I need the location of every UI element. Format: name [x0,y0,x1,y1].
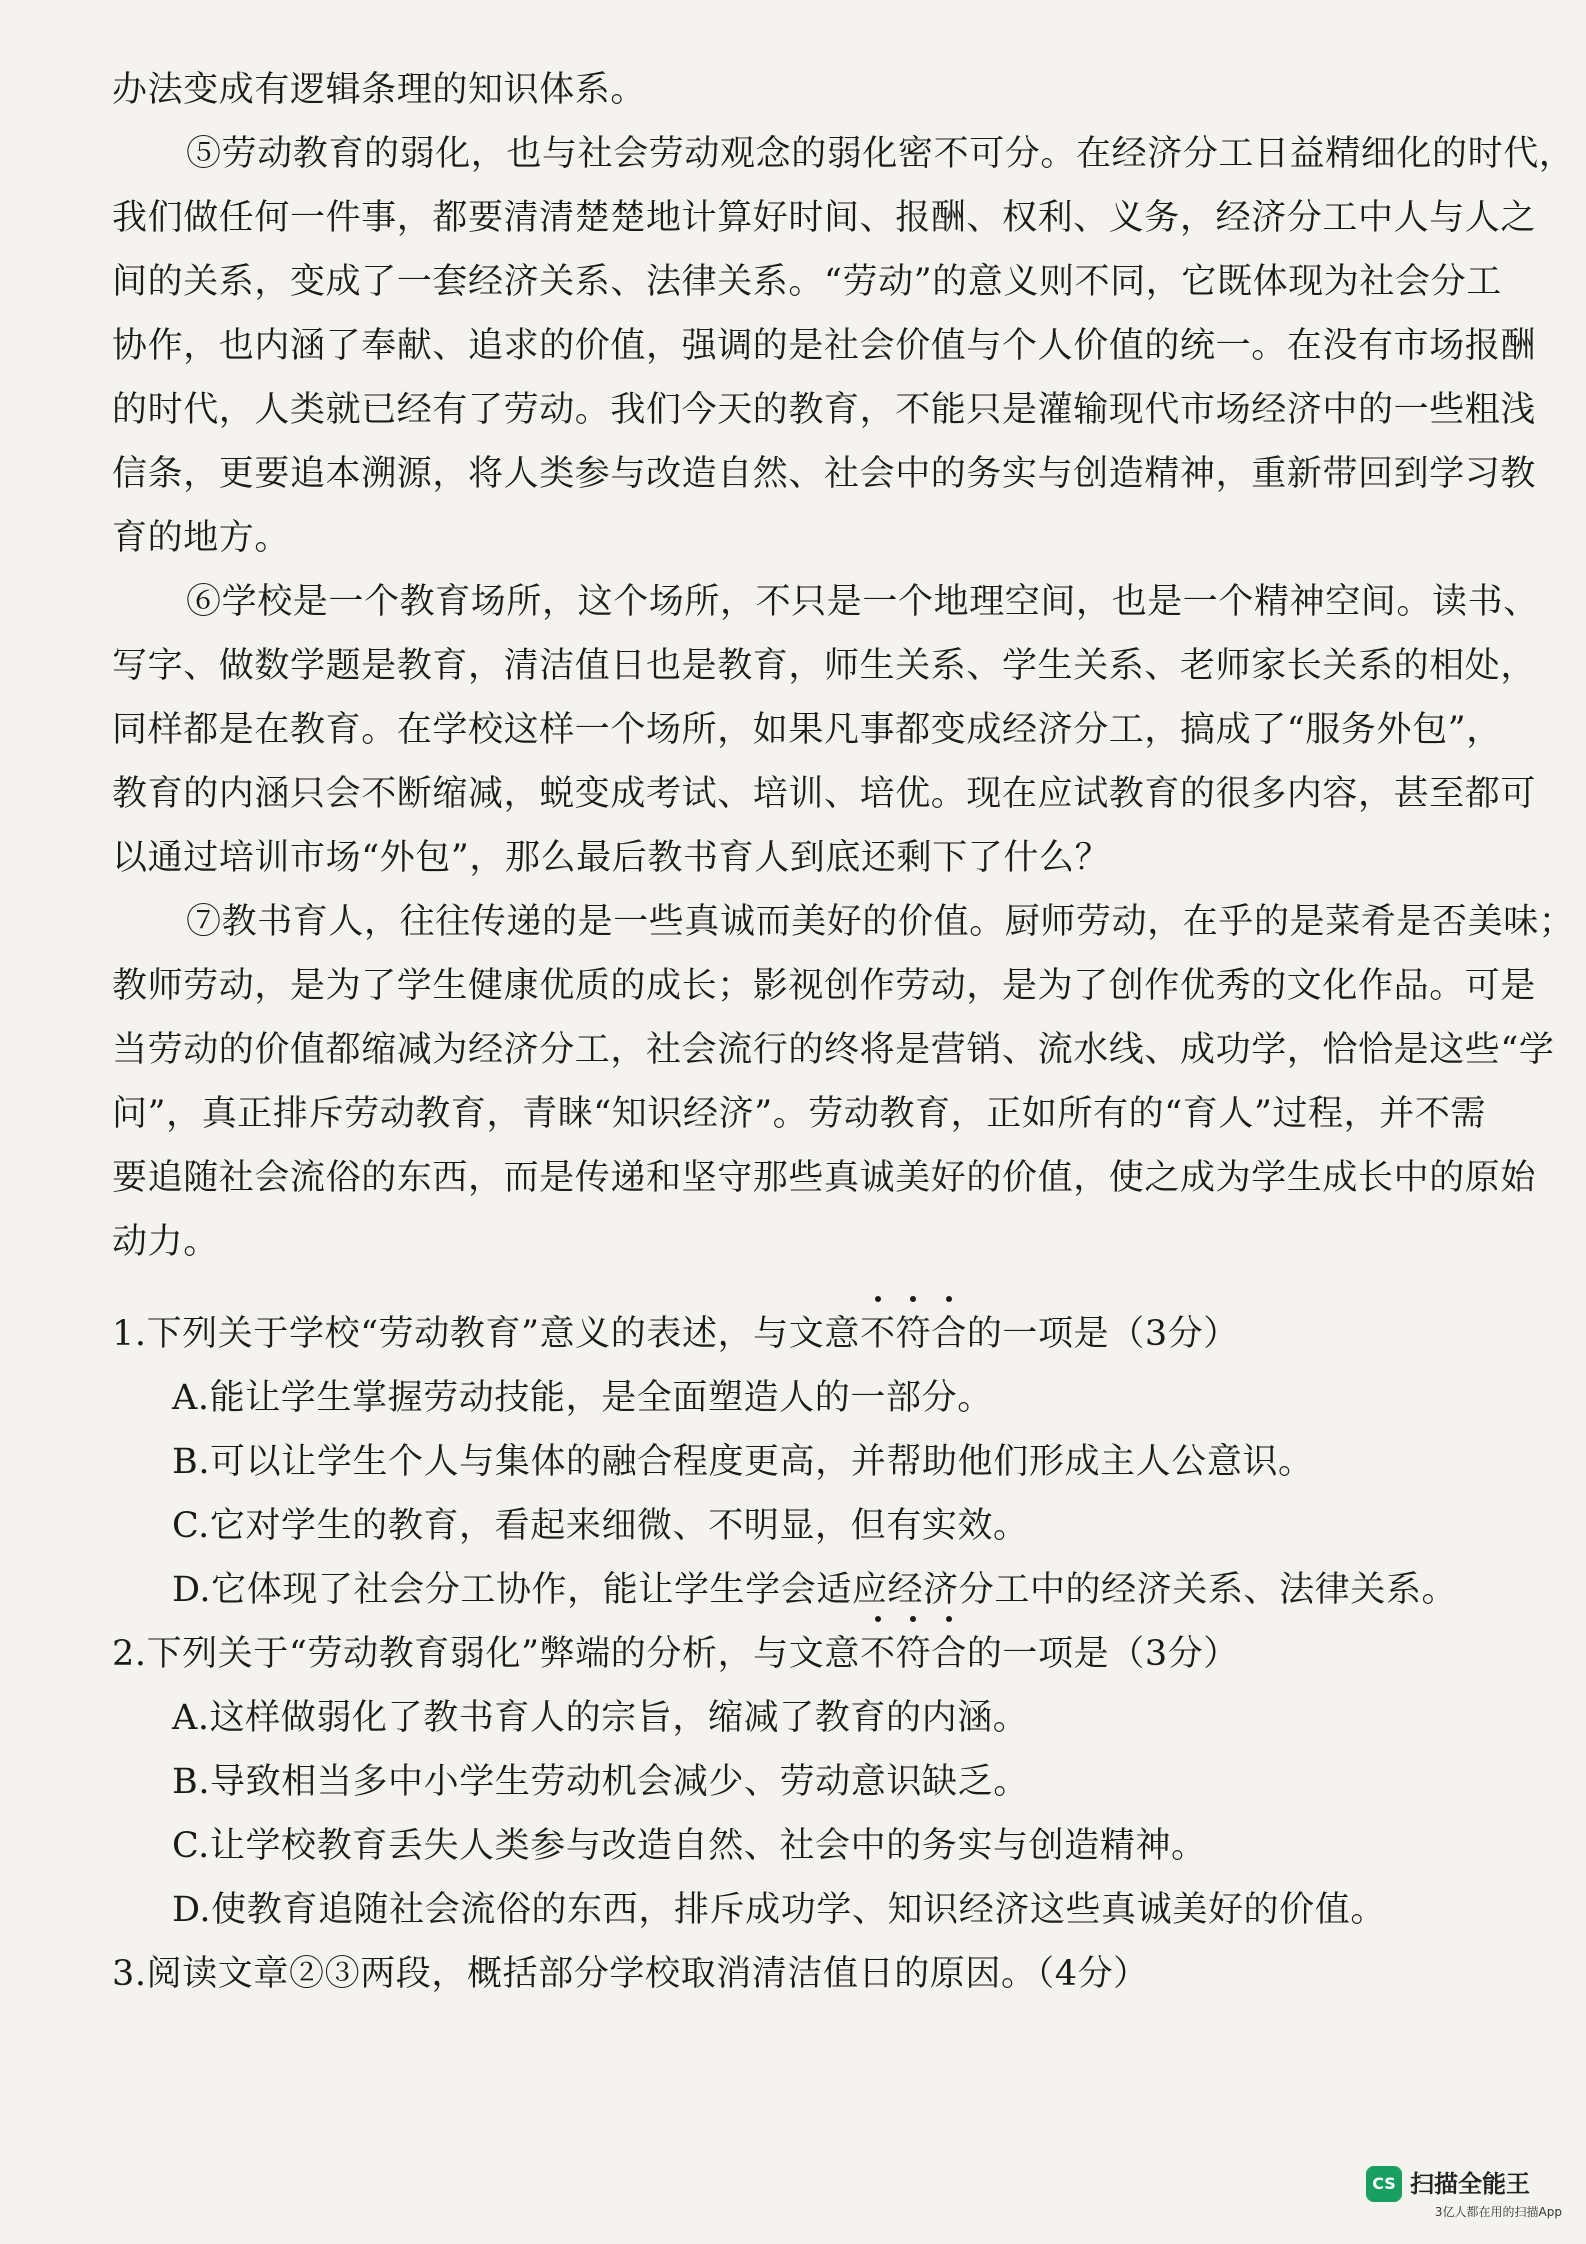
emphasized-text [860,1314,967,1354]
question-stem [112,1302,1552,1366]
emphasis-dot-char: 符 [896,1302,932,1366]
watermark-app-name: 扫描全能王 [1410,2170,1530,2198]
emphasis-dot-char: 符 [896,1622,932,1686]
question-stem [112,1622,1552,1686]
text-line: 教育的内涵只会不断缩减，蜕变成考试、培训、培优。现在应试教育的很多内容，甚至都可 [112,774,1537,814]
emphasized-text [860,1634,967,1674]
question-2 [112,1622,1552,1942]
question-1 [112,1302,1552,1622]
text-line: 育的地方。 [112,518,291,558]
stem-text: 1.下列关于学校“劳动教育”意义的表述，与文意 [112,1314,860,1354]
emphasis-dot-char: 不 [860,1302,896,1366]
text-line: 教师劳动，是为了学生健康优质的成长；影视创作劳动，是为了创作优秀的文化作品。可是 [112,966,1537,1006]
stem-text: 2.下列关于“劳动教育弱化”弊端的分析，与文意 [112,1634,860,1674]
text-line: 同样都是在教育。在学校这样一个场所，如果凡事都变成经济分工，搞成了“服务外包”， [112,710,1502,750]
text-line: 间的关系，变成了一套经济关系、法律关系。“劳动”的意义则不同，它既体现为社会分工 [112,262,1502,302]
text-line: 的时代，人类就已经有了劳动。我们今天的教育，不能只是灌输现代市场经济中的一些粗浅 [112,390,1537,430]
option-c: C.让学校教育丢失人类参与改造自然、社会中的务实与创造精神。 [172,1826,1207,1866]
text-line: 要追随社会流俗的东西，而是传递和坚守那些真诚美好的价值，使之成为学生成长中的原始 [112,1158,1537,1198]
text-line: 动力。 [112,1222,219,1262]
option-d: D.它体现了社会分工协作，能让学生学会适应经济分工中的经济关系、法律关系。 [172,1570,1458,1610]
emphasis-dot-char: 合 [931,1622,967,1686]
question-stem: 3.阅读文章②③两段，概括部分学校取消清洁值日的原因。（4分） [112,1954,1149,1994]
text-line: ⑥学校是一个教育场所，这个场所，不只是一个地理空间，也是一个精神空间。读书、 [186,582,1539,622]
text-line: 信条，更要追本溯源，将人类参与改造自然、社会中的务实与创造精神，重新带回到学习教 [112,454,1537,494]
option-a: A.这样做弱化了教书育人的宗旨，缩减了教育的内涵。 [172,1698,1029,1738]
scanner-watermark [1366,2166,1562,2222]
option-a: A.能让学生掌握劳动技能，是全面塑造人的一部分。 [172,1378,993,1418]
camscanner-logo-icon: CS [1366,2166,1402,2202]
stem-text: 的一项是（3分） [966,1634,1239,1674]
paragraph-5 [112,122,1575,570]
paragraph-7 [112,890,1575,1274]
option-d: D.使教育追随社会流俗的东西，排斥成功学、知识经济这些真诚美好的价值。 [172,1890,1386,1930]
text-line: 写字、做数学题是教育，清洁值日也是教育，师生关系、学生关系、老师家长关系的相处， [112,646,1537,686]
text-line: ⑤劳动教育的弱化，也与社会劳动观念的弱化密不可分。在经济分工日益精细化的时代， [186,134,1575,174]
emphasis-dot-char: 合 [931,1302,967,1366]
option-c: C.它对学生的教育，看起来细微、不明显，但有实效。 [172,1506,1029,1546]
stem-text: 的一项是（3分） [966,1314,1239,1354]
text-line: 办法变成有逻辑条理的知识体系。 [112,70,647,110]
text-line: 以通过培训市场“外包”，那么最后教书育人到底还剩下了什么？ [112,838,1111,878]
option-b: B.可以让学生个人与集体的融合程度更高，并帮助他们形成主人公意识。 [172,1442,1314,1482]
paragraph-6 [112,570,1552,890]
text-line: 协作，也内涵了奉献、追求的价值，强调的是社会价值与个人价值的统一。在没有市场报酬 [112,326,1537,366]
exam-page [112,58,1575,2006]
text-line: 当劳动的价值都缩减为经济分工，社会流行的终将是营销、流水线、成功学，恰恰是这些“学 [112,1030,1555,1070]
question-3 [112,1942,1552,2006]
text-line: 我们做任何一件事，都要清清楚楚地计算好时间、报酬、权利、义务，经济分工中人与人之 [112,198,1537,238]
option-b: B.导致相当多中小学生劳动机会减少、劳动意识缺乏。 [172,1762,1029,1802]
emphasis-dot-char: 不 [860,1622,896,1686]
text-line: 问”，真正排斥劳动教育，青睐“知识经济”。劳动教育，正如所有的“育人”过程，并不需 [112,1094,1487,1134]
text-line: ⑦教书育人，往往传递的是一些真诚而美好的价值。厨师劳动，在乎的是菜肴是否美味； [186,902,1575,942]
watermark-tagline: 3亿人都在用的扫描App [1434,2205,1562,2219]
